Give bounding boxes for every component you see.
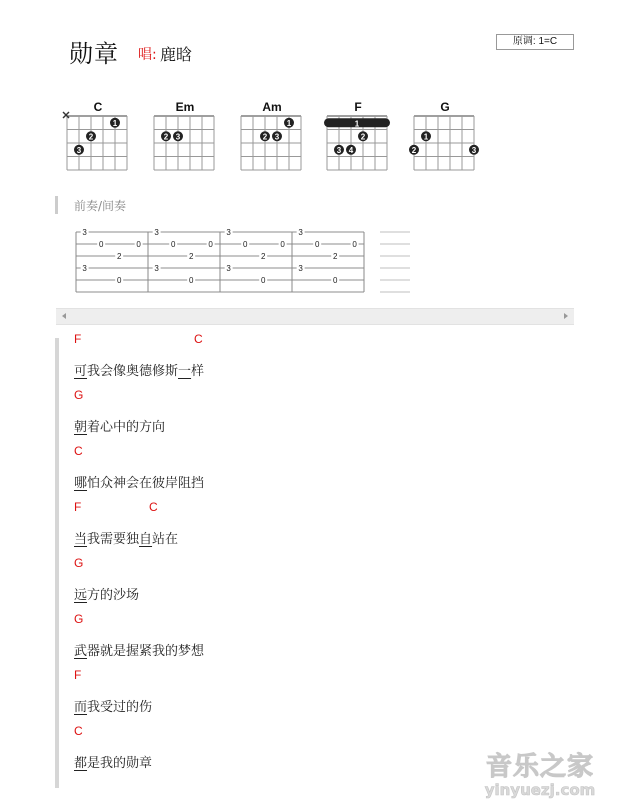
finger-dot-icon [334,145,344,155]
svg-text:2: 2 [260,252,266,261]
chord-label[interactable]: C [74,724,83,738]
finger-dot-icon [110,118,120,128]
chord-name: G [440,100,450,114]
lyric-line [74,526,594,554]
svg-text:0: 0 [242,240,248,249]
finger-dot-icon [358,131,368,141]
svg-text:0: 0 [188,276,194,285]
lyric-line [74,358,594,386]
chord-diagram-em [154,100,234,180]
fretboard-grid [319,110,399,180]
chord-label[interactable]: C [74,444,83,458]
svg-text:2: 2 [163,132,169,142]
chord-name: Em [175,100,195,114]
lyric-text: 我受过的伤 [87,700,153,715]
lyric-line [74,582,594,610]
chord-name: Am [262,100,282,114]
chord-name: C [93,100,103,114]
svg-text:0: 0 [208,240,213,249]
chord-anchor-text: 武 [74,644,88,659]
svg-text:0: 0 [98,240,104,249]
svg-text:2: 2 [332,252,338,261]
finger-dot-icon [86,131,96,141]
lyric-text: 怕众神会在彼岸阻挡 [87,476,205,491]
chord-anchor-text: 自 [139,532,153,547]
svg-text:0: 0 [136,240,141,249]
lyric-line [74,470,594,498]
chord-anchor-text: 远 [74,588,88,603]
chord-anchor-text: 当 [74,532,88,547]
svg-text:1: 1 [423,132,429,142]
chord-label[interactable]: F [74,500,82,514]
finger-dot-icon [260,131,270,141]
svg-text:2: 2 [188,252,194,261]
fretboard-grid [406,110,486,180]
lyrics-marker [55,338,59,788]
svg-text:0: 0 [314,240,320,249]
svg-text:0: 0 [260,276,266,285]
horizontal-scrollbar[interactable] [56,308,574,325]
lyrics-section [74,330,594,778]
lyric-text: 站在 [152,532,179,547]
chord-label[interactable]: C [194,332,203,346]
lyric-line [74,414,594,442]
chord-label[interactable]: C [149,500,158,514]
svg-text:3: 3 [154,264,159,273]
section-title: 前奏/间奏 [74,199,127,213]
svg-text:3: 3 [82,264,87,273]
svg-text:2: 2 [116,252,122,261]
chord-line [74,386,594,414]
lyric-text: 着心中的方向 [87,420,166,435]
svg-text:3: 3 [471,145,477,155]
chord-anchor-text: 都 [74,756,88,771]
fretboard-grid [59,110,139,180]
svg-text:0: 0 [352,240,357,249]
watermark-cn: 音乐之家 [485,752,594,782]
svg-text:3: 3 [82,228,87,237]
chord-line [74,610,594,638]
chord-line [74,498,594,526]
svg-text:3: 3 [298,228,303,237]
svg-text:0: 0 [280,240,285,249]
chord-label[interactable]: F [74,668,82,682]
chord-diagram-f [327,100,407,180]
chord-line [74,442,594,470]
finger-dot-icon [74,145,84,155]
chord-label[interactable]: G [74,556,84,570]
svg-text:2: 2 [88,132,94,142]
svg-text:0: 0 [170,240,176,249]
original-key-box[interactable]: 原调: 1=C [496,34,574,50]
finger-dot-icon [173,131,183,141]
song-title: 勋章 [69,40,119,68]
svg-text:1: 1 [286,118,292,128]
chord-line [74,666,594,694]
chord-label[interactable]: F [74,332,82,346]
chord-diagram-g [411,100,494,180]
finger-dot-icon [421,131,431,141]
svg-text:3: 3 [226,228,231,237]
singer-name: 鹿晗 [160,45,193,64]
svg-text:2: 2 [360,132,366,142]
svg-text:3: 3 [298,264,303,273]
chord-name: F [354,100,362,114]
scroll-left-arrow-icon[interactable] [62,313,66,319]
finger-dot-icon [272,131,282,141]
fretboard-grid [146,110,226,180]
tablature [70,226,420,305]
singer-label: 唱: [138,47,157,63]
lyric-line [74,638,594,666]
lyric-text: 我需要独 [87,532,140,547]
lyric-text: 是我的勋章 [87,756,153,771]
svg-text:3: 3 [175,132,181,142]
svg-text:3: 3 [76,145,82,155]
svg-text:4: 4 [348,145,354,155]
finger-dot-icon [409,145,419,155]
chord-anchor-text: 哪 [74,476,88,491]
chord-diagram-c [67,100,147,180]
finger-dot-icon [161,131,171,141]
lyric-text: 我会像奥德修斯 [87,364,179,379]
finger-dot-icon [469,145,479,155]
chord-diagram-am [241,100,321,180]
svg-text:0: 0 [332,276,338,285]
svg-text:3: 3 [336,145,342,155]
svg-text:0: 0 [116,276,122,285]
lyric-text: 样 [191,364,205,379]
chord-line [74,330,594,358]
svg-text:2: 2 [411,145,417,155]
watermark-logo [470,746,610,802]
section-marker [55,196,58,214]
svg-text:3: 3 [274,132,280,142]
chord-line [74,554,594,582]
scroll-right-arrow-icon[interactable] [564,313,568,319]
finger-dot-icon [346,145,356,155]
svg-text:1: 1 [112,118,118,128]
watermark-en: yinyuezj.com [484,781,596,799]
svg-text:2: 2 [262,132,268,142]
fretboard-grid [233,110,313,180]
lyric-line [74,694,594,722]
svg-text:3: 3 [226,264,231,273]
lyric-text: 器就是握紧我的梦想 [87,644,205,659]
svg-text:3: 3 [154,228,159,237]
muted-string-icon [63,112,69,118]
chord-anchor-text: 一 [178,364,192,379]
chord-anchor-text: 可 [74,364,88,379]
chord-anchor-text: 朝 [74,420,88,435]
chord-label[interactable]: G [74,388,84,402]
chord-anchor-text: 而 [74,700,88,715]
chord-label[interactable]: G [74,612,84,626]
svg-text:1: 1 [354,119,360,129]
finger-dot-icon [284,118,294,128]
lyric-text: 方的沙场 [87,588,140,603]
